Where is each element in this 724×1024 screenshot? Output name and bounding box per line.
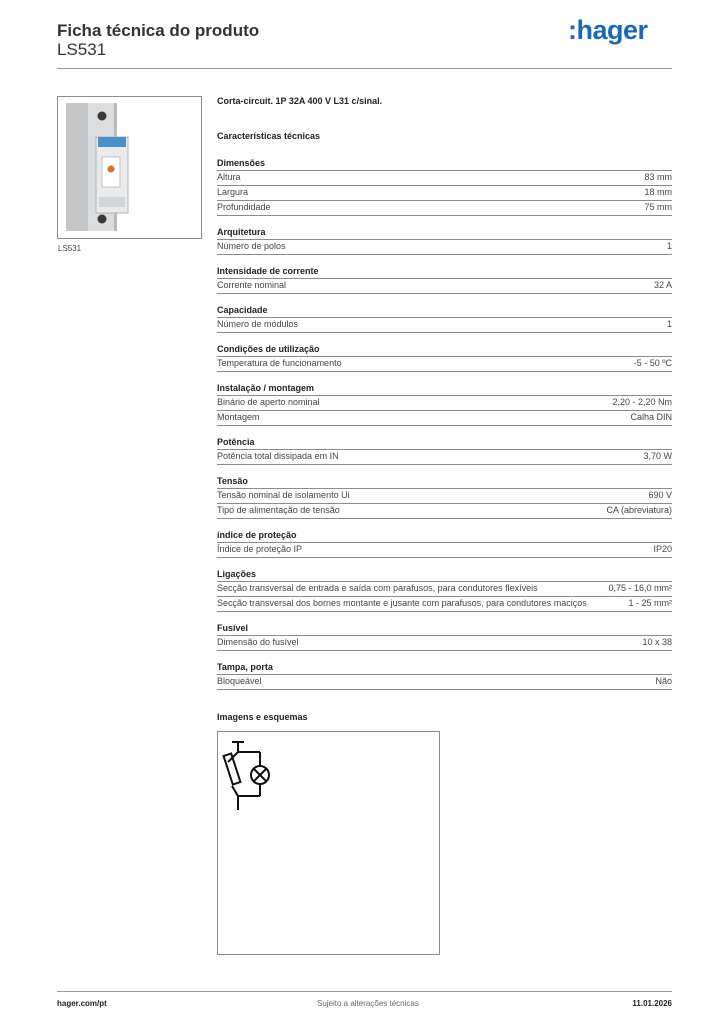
spec-value: 3,70 W [643, 451, 672, 461]
spec-value: 10 x 38 [642, 637, 672, 647]
spec-group-cover [217, 661, 672, 690]
spec-label: Dimensão do fusível [217, 637, 299, 647]
footer-divider [57, 991, 672, 992]
spec-value: -5 - 50 ºC [633, 358, 672, 368]
product-caption: LS531 [58, 244, 82, 253]
spec-row [217, 675, 672, 690]
images-section-title: Imagens e esquemas [217, 712, 308, 722]
spec-row [217, 201, 672, 216]
spec-row [217, 171, 672, 186]
spec-value: 2,20 - 2,20 Nm [612, 397, 672, 407]
spec-label: Temperatura de funcionamento [217, 358, 342, 368]
spec-label: Secção transversal dos bornes montante e jusante com parafusos, para condutores maciços [217, 598, 587, 608]
group-title: Tensão [217, 475, 672, 489]
spec-row [217, 357, 672, 372]
spec-row [217, 636, 672, 651]
spec-label: Potência total dissipada em IN [217, 451, 339, 461]
spec-row [217, 279, 672, 294]
header-divider [57, 68, 672, 69]
group-title: Potência [217, 436, 672, 450]
footer-website: hager.com/pt [57, 999, 107, 1008]
spec-row [217, 411, 672, 426]
spec-value: Calha DIN [630, 412, 672, 422]
spec-value: 18 mm [644, 187, 672, 197]
spec-label: Binário de aperto nominal [217, 397, 320, 407]
spec-label: Altura [217, 172, 241, 182]
fuse-holder-icon [58, 97, 201, 238]
spec-group-dimensions [217, 157, 672, 216]
spec-group-architecture [217, 226, 672, 255]
spec-group-connections [217, 568, 672, 612]
spec-label: Montagem [217, 412, 260, 422]
footer-date: 11.01.2026 [632, 999, 672, 1008]
page-title: Ficha técnica do produto [57, 21, 260, 40]
spec-group-capacity [217, 304, 672, 333]
group-title: Arquitetura [217, 226, 672, 240]
spec-value: 75 mm [644, 202, 672, 212]
product-image [57, 96, 202, 239]
spec-value: IP20 [653, 544, 672, 554]
spec-label: Número de módulos [217, 319, 299, 329]
spec-label: Profundidade [217, 202, 271, 212]
group-title: Ligações [217, 568, 672, 582]
spec-group-conditions [217, 343, 672, 372]
fuse-schematic-icon [218, 732, 439, 954]
group-title: índice de proteção [217, 529, 672, 543]
spec-value: 1 [666, 241, 672, 251]
product-description: Corta-circuit. 1P 32A 400 V L31 c/sinal. [217, 96, 383, 106]
spec-label: Largura [217, 187, 249, 197]
spec-group-installation [217, 382, 672, 426]
spec-content [217, 96, 672, 700]
spec-row [217, 318, 672, 333]
group-title: Dimensões [217, 157, 672, 171]
spec-value: 690 V [648, 490, 672, 500]
spec-value: 1 [666, 319, 672, 329]
spec-row [217, 489, 672, 504]
spec-row [217, 396, 672, 411]
spec-group-fuse [217, 622, 672, 651]
spec-row [217, 597, 672, 612]
spec-group-voltage [217, 475, 672, 519]
group-title: Instalação / montagem [217, 382, 672, 396]
spec-value: Não [655, 676, 672, 686]
spec-label: Índice de proteção IP [217, 544, 303, 554]
spec-group-protection [217, 529, 672, 558]
spec-label: Corrente nominal [217, 280, 287, 290]
spec-label: Tipo de alimentação de tensão [217, 505, 340, 515]
wiring-diagram [217, 731, 440, 955]
spec-value: 0,75 - 16,0 mm² [608, 583, 672, 593]
spec-value: 1 - 25 mm² [628, 598, 672, 608]
spec-value: CA (abreviatura) [606, 505, 672, 515]
spec-value: 32 A [653, 280, 672, 290]
spec-label: Bloqueável [217, 676, 262, 686]
group-title: Intensidade de corrente [217, 265, 672, 279]
group-title: Condições de utilização [217, 343, 672, 357]
group-title: Fusível [217, 622, 672, 636]
product-reference: LS531 [57, 40, 107, 59]
spec-row [217, 240, 672, 255]
spec-label: Tensão nominal de isolamento Ui [217, 490, 350, 500]
spec-row [217, 450, 672, 465]
footer-disclaimer: Sujeito a alterações técnicas [317, 999, 419, 1008]
spec-row [217, 504, 672, 519]
spec-group-current [217, 265, 672, 294]
spec-row [217, 186, 672, 201]
hager-logo: :hager [568, 15, 648, 45]
spec-label: Secção transversal de entrada e saída com parafusos, para condutores flexíveis [217, 583, 538, 593]
spec-row [217, 582, 672, 597]
spec-group-power [217, 436, 672, 465]
group-title: Capacidade [217, 304, 672, 318]
spec-label: Número de polos [217, 241, 286, 251]
group-title: Tampa, porta [217, 661, 672, 675]
spec-row [217, 543, 672, 558]
spec-section-title: Características técnicas [217, 131, 321, 141]
spec-value: 83 mm [644, 172, 672, 182]
